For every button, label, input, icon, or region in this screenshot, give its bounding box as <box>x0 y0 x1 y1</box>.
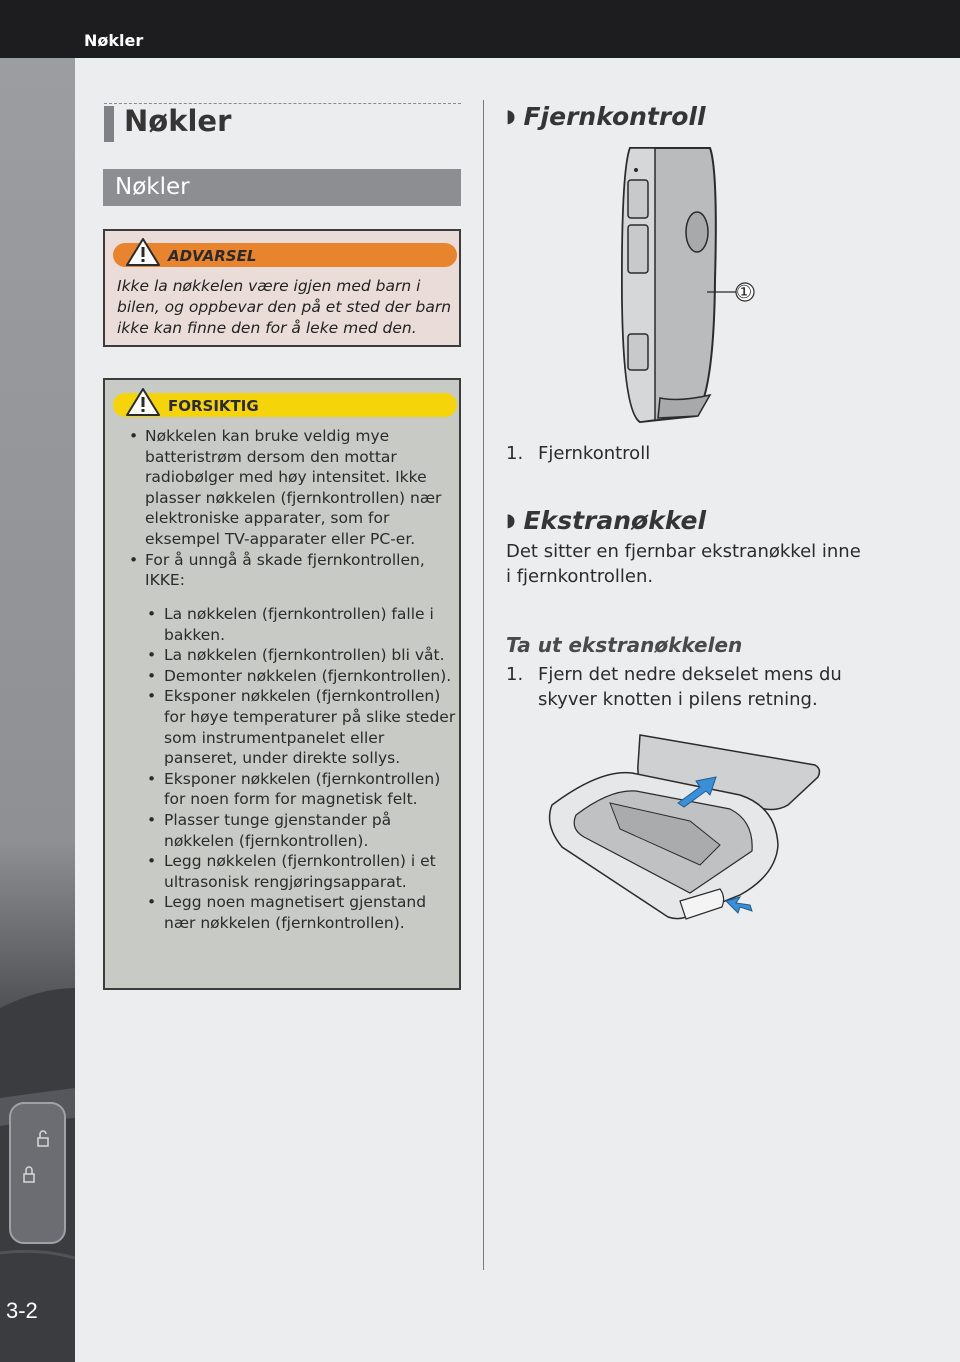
list-item: • Eksponer nøkkelen (fjernkontrollen) for høye temperaturer på slike steder som instrumentpanelet eller panseret, under direkte sollys. <box>147 687 456 768</box>
warning-label: ADVARSEL <box>168 247 257 265</box>
page-number: 3-2 <box>6 1298 38 1323</box>
sidebar-strip <box>0 58 75 1362</box>
subsection-header <box>103 169 461 206</box>
door-panel-image <box>0 58 75 1362</box>
list-item: • Nøkkelen kan bruke veldig mye batteristrøm dersom den mottar radiobølger med høy intensitet. Ikke plasser nøkkelen (fjernkontrollen) nær elektroniske apparater, som for eksempel TV-apparater eller PC-er. <box>129 427 442 548</box>
list-item: • Plasser tunge gjenstander på nøkkelen (fjernkontrollen). <box>147 810 392 850</box>
section-arrow-icon: ◗ <box>506 510 516 531</box>
caution-list <box>105 426 459 591</box>
list-item: • La nøkkelen (fjernkontrollen) bli våt. <box>147 646 445 665</box>
push-knob-arrow-icon <box>726 897 752 913</box>
step-number: 1. <box>506 664 524 685</box>
warning-triangle-icon <box>125 237 161 267</box>
caution-label: FORSIKTIG <box>168 397 259 415</box>
spare-key-title: Ekstranøkkel <box>523 506 707 535</box>
list-item: • Legg nøkkelen (fjernkontrollen) i et ultrasonisk rengjøringsapparat. <box>147 852 436 891</box>
list-item: • For å unngå å skade fjernkontrollen, IKKE: <box>129 550 425 590</box>
subsection-title: Nøkler <box>115 174 190 200</box>
list-item: • Demonter nøkkelen (fjernkontrollen). <box>147 666 452 685</box>
column-divider <box>483 100 484 1270</box>
remote-key-illustration <box>600 140 780 430</box>
warning-text: Ikke la nøkkelen være igjen med barn i bilen, og oppbevar den på et sted der barn ikke kan finne den for å leke med den. <box>117 277 452 337</box>
caution-sublist <box>105 604 459 934</box>
remote-title: Fjernkontroll <box>523 102 706 131</box>
caution-box <box>103 378 461 990</box>
spare-key-body: Det sitter en fjernbar ekstranøkkel inne i fjernkontrollen. <box>506 541 861 587</box>
spare-key-heading <box>506 506 706 535</box>
remote-callout: ① <box>736 282 753 303</box>
step-text: Fjern det nedre dekselet mens du skyver knotten i pilens retning. <box>538 664 842 710</box>
remote-caption: Fjernkontroll <box>538 443 651 464</box>
top-header-bar <box>0 0 960 58</box>
list-item: • Eksponer nøkkelen (fjernkontrollen) for noen form for magnetisk felt. <box>147 769 441 809</box>
remote-caption-number: 1. <box>506 443 524 464</box>
section-title-marker <box>104 106 114 142</box>
list-item: • Legg noen magnetisert gjenstand nær nøkkelen (fjernkontrollen). <box>147 893 427 932</box>
warning-box <box>103 229 461 347</box>
remote-heading <box>506 102 706 131</box>
section-arrow-icon: ◗ <box>506 106 516 127</box>
warning-label-bar <box>113 243 457 267</box>
list-item: • La nøkkelen (fjernkontrollen) falle i bakken. <box>147 605 434 644</box>
spare-key-removal-illustration <box>540 725 830 930</box>
caution-label-bar <box>113 393 457 417</box>
section-title: Nøkler <box>124 104 232 138</box>
procedure-title: Ta ut ekstranøkkelen <box>506 633 743 657</box>
warning-triangle-icon <box>125 387 161 417</box>
header-title: Nøkler <box>84 31 144 50</box>
